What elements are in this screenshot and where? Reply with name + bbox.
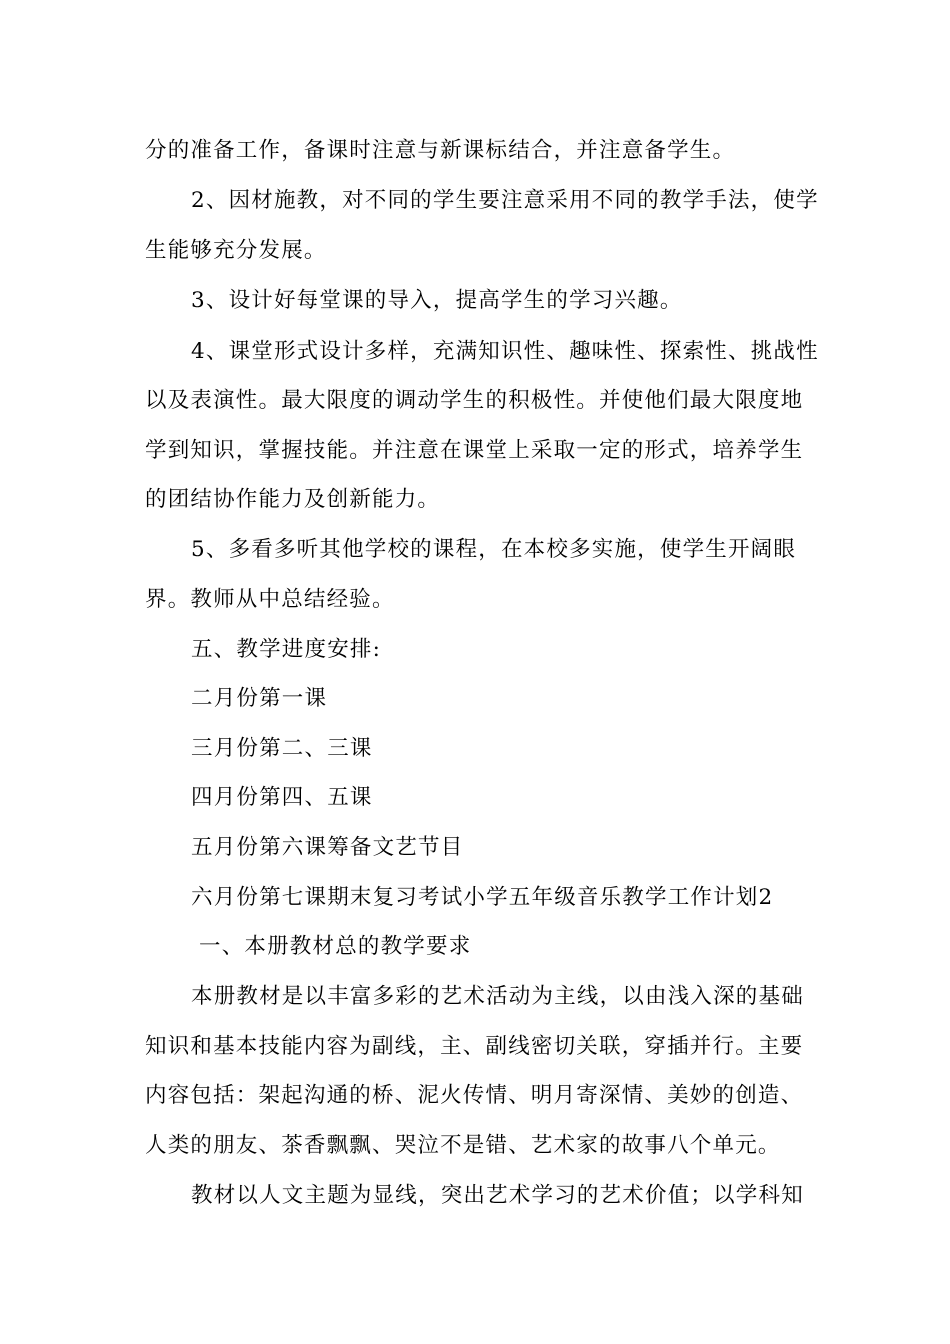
paragraph-line: 的团结协作能力及创新能力。	[145, 487, 441, 512]
schedule-item: 五月份第六课筹备文艺节目	[191, 835, 464, 860]
paragraph-line: 3、设计好每堂课的导入，提高学生的学习兴趣。	[191, 288, 683, 313]
paragraph-line: 2、因材施教，对不同的学生要注意采用不同的教学手法，使学	[191, 188, 819, 213]
section-heading: 一、本册教材总的教学要求	[199, 934, 472, 959]
paragraph-line: 本册教材是以丰富多彩的艺术活动为主线，以由浅入深的基础	[191, 984, 804, 1009]
paragraph-line: 界。教师从中总结经验。	[145, 587, 395, 612]
paragraph-line: 4、课堂形式设计多样，充满知识性、趣味性、探索性、挑战性	[191, 339, 819, 364]
paragraph-line: 内容包括：架起沟通的桥、泥火传情、明月寄深情、美妙的创造、	[145, 1083, 804, 1108]
paragraph-line: 生能够充分发展。	[145, 238, 327, 263]
section-heading: 五、教学进度安排:	[191, 637, 382, 662]
paragraph-line: 教材以人文主题为显线，突出艺术学习的艺术价值；以学科知	[191, 1183, 804, 1208]
paragraph-line: 知识和基本技能内容为副线，主、副线密切关联，穿插并行。主要	[145, 1034, 804, 1059]
paragraph-line: 5、多看多听其他学校的课程，在本校多实施，使学生开阔眼	[191, 537, 797, 562]
schedule-item: 二月份第一课	[191, 686, 328, 711]
schedule-item: 六月份第七课期末复习考试小学五年级音乐教学工作计划2	[191, 885, 774, 910]
paragraph-line: 人类的朋友、茶香飘飘、哭泣不是错、艺术家的故事八个单元。	[145, 1133, 781, 1158]
schedule-item: 三月份第二、三课	[191, 736, 373, 761]
paragraph-line: 分的准备工作，备课时注意与新课标结合，并注意备学生。	[145, 138, 736, 163]
paragraph-line: 以及表演性。最大限度的调动学生的积极性。并使他们最大限度地	[145, 388, 804, 413]
paragraph-line: 学到知识，掌握技能。并注意在课堂上采取一定的形式，培养学生	[145, 438, 804, 463]
schedule-item: 四月份第四、五课	[191, 785, 373, 810]
